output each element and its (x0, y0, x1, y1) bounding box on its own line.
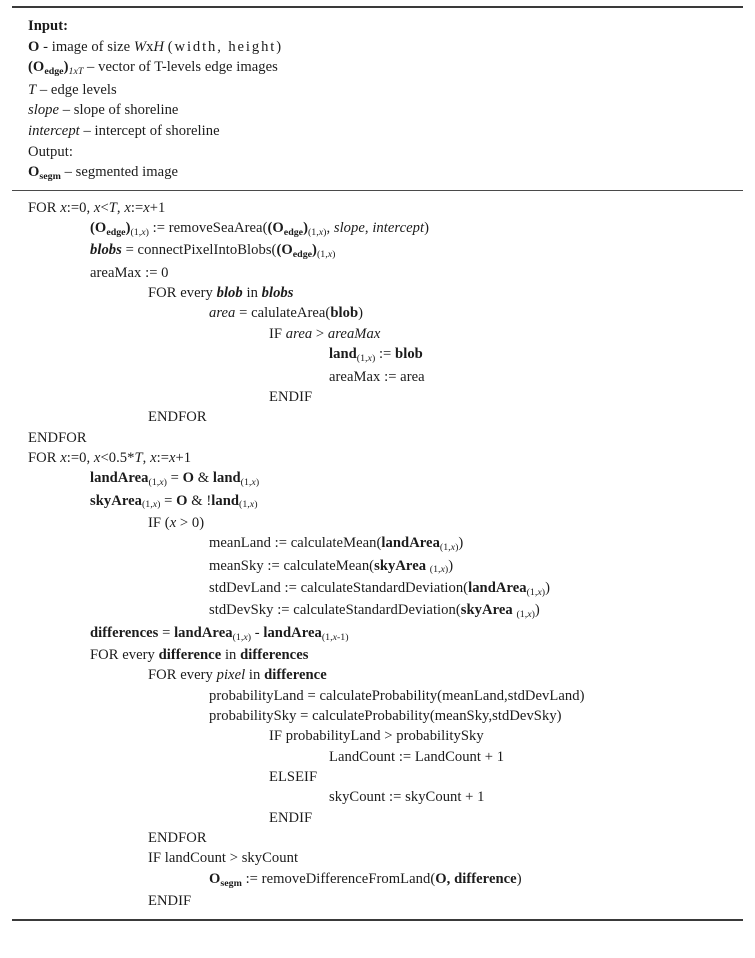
code-line-connect-blobs: blobs = $connectPixelIntoBlobs((O_{edge})_{(1,x)}$ (90, 242, 336, 261)
code-line-probabilityland: probabilityLand = calculateProbability(meanLand,stdDevLand) (209, 687, 585, 704)
code-line-meansky: meanSky := calculateMean(skyArea $_{(1,x)}$) (209, 557, 454, 576)
code-line-endfor-blob: ENDFOR (148, 409, 207, 426)
code-line-endfor-outer: ENDFOR (28, 429, 87, 446)
code-line-for-every-pixel: FOR every pixel in difference (148, 667, 327, 684)
code-line-remove-difference-from-land: $O_{segm}$ := removeDifferenceFromLand(O, difference) (209, 870, 522, 889)
code-line-if-x-greater-zero: IF (x > 0) (148, 514, 205, 531)
code-line-skyarea: skyArea$_{(1,x)}$ = O & !land$_{(1,x)}$ (90, 492, 258, 511)
code-line-endfor-difference: ENDFOR (148, 830, 207, 847)
bottom-rule (12, 919, 743, 921)
input-item-image: O - image of size WxH (width, height) (28, 38, 283, 55)
input-label: Input: (28, 18, 69, 34)
code-line-skycount-increment: skyCount := skyCount + 1 (329, 789, 485, 806)
code-line-if-probability-compare: IF probabilityLand > probabilitySky (269, 728, 484, 745)
code-line-if-landcount-compare: IF landCount > skyCount (148, 850, 299, 867)
code-line-landarea: landArea$_{(1,x)}$ = O & land$_{(1,x)}$ (90, 470, 260, 489)
code-line-for-every-blob: FOR every blob in blobs (148, 285, 294, 302)
code-line-for-second: FOR x:=0, x<0.5*T, x:=x+1 (28, 449, 192, 466)
code-line-areamax-assign: areaMax := area (329, 368, 425, 385)
code-line-landcount-increment: LandCount := LandCount + 1 (329, 748, 505, 765)
code-line-meanland: meanLand := calculateMean(landArea$_{(1,x)}$) (209, 535, 464, 554)
code-line-endif-3: ENDIF (148, 893, 192, 910)
algorithm-box (12, 6, 743, 921)
output-label: Output: (28, 143, 73, 160)
input-item-intercept: intercept – intercept of shoreline (28, 122, 220, 139)
code-line-for-outer: FOR x:=0, x<T, x:=x+1 (28, 199, 166, 216)
input-item-slope: slope – slope of shoreline (28, 102, 179, 119)
code-line-stddevsky: stdDevSky := calculateStandardDeviation(skyArea $_{(1,x)}$) (209, 602, 540, 621)
code-line-differences: differences = landArea$_{(1,x)}$ - landArea$_{(1,x-1)}$ (90, 624, 349, 643)
code-line-if-area-greater: IF area > areaMax (269, 325, 381, 342)
output-item-segmented: $O_{segm}$ – segmented image (28, 164, 179, 183)
code-line-remove-sea-area: $(O_{edge})_{(1,x)}$ := $removeSeaArea((O_{edge})_{(1,x)}$, slope, intercept) (90, 220, 430, 238)
input-item-edge-levels: T – edge levels (28, 81, 117, 98)
code-line-calculate-area: area = calulateArea(blob) (209, 305, 364, 322)
input-item-edge-vector: $(O_{edge})_{1xT}$ – vector of T-levels edge images (28, 59, 278, 78)
code-line-for-every-difference: FOR every difference in differences (90, 646, 309, 663)
code-line-land-assign: land$_{(1,x)}$ := blob (329, 346, 423, 365)
code-line-probabilitysky: probabilitySky = calculateProbability(meanSky,stdDevSky) (209, 708, 562, 724)
algorithm-header (12, 8, 743, 190)
code-line-areamax-init: areaMax := 0 (90, 264, 169, 281)
code-line-elseif: ELSEIF (269, 769, 318, 786)
code-line-endif-2: ENDIF (269, 809, 313, 826)
algorithm-body (12, 191, 743, 920)
code-line-endif-1: ENDIF (269, 388, 313, 405)
code-line-stddevland: stdDevLand := calculateStandardDeviation(landArea$_{(1,x)}$) (209, 579, 550, 598)
